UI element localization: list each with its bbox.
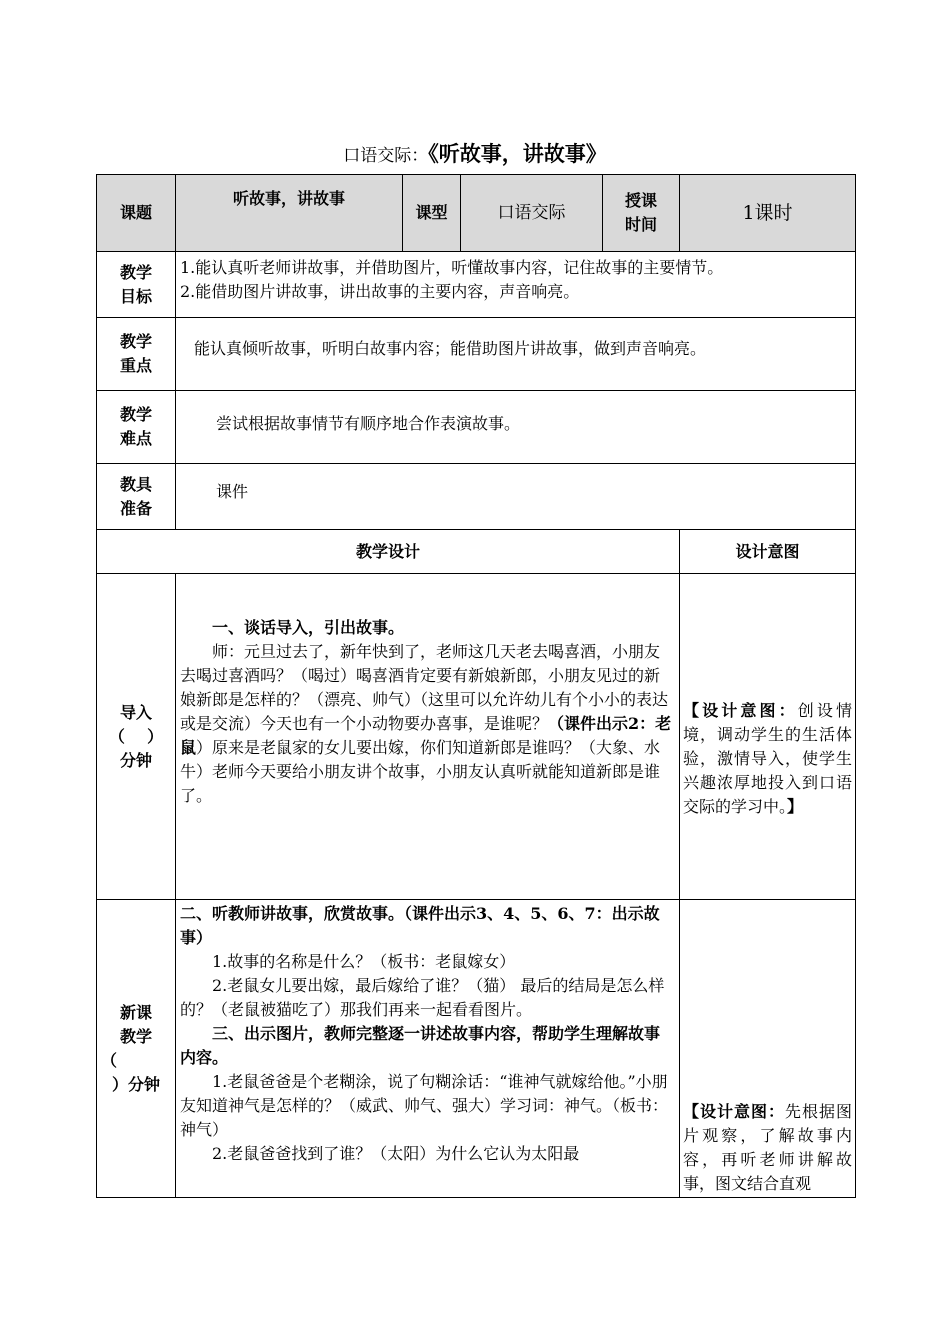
goals-content [176, 252, 856, 318]
intro-label-line1: 导入 [119, 702, 152, 722]
design-header-row [97, 530, 856, 574]
tools-label-line2: 准备 [119, 498, 152, 518]
design-header: 教学设计 [97, 530, 680, 574]
time-label-line2: 时间 [624, 215, 657, 234]
new-lesson-row [97, 900, 856, 1198]
intro-intent-label: 【设计意图： [683, 701, 798, 720]
time-value: 1课时 [680, 175, 856, 252]
difficulty-row [97, 391, 856, 464]
new-lesson-p1: 1.老鼠爸爸是个老糊涂，说了句糊涂话：“谁神气就嫁给他。”小朋友知道神气是怎样的？（威武、帅气、强大）学习词：神气。（板书：神气） [180, 1072, 669, 1139]
title-prefix: 口语交际： [343, 146, 429, 166]
intro-content [176, 574, 680, 900]
new-lesson-label-line4: ）分钟 [111, 1074, 160, 1094]
intro-label [97, 574, 176, 900]
new-lesson-intent-text: 先根据图片观察，了解故事内容，再听老师讲解故事，图文结合直观 [683, 1102, 852, 1193]
header-row [97, 175, 856, 252]
new-lesson-heading3: 三、出示图片，教师完整逐一讲述故事内容，帮助学生理解故事内容。 [180, 1024, 661, 1067]
new-lesson-intent [680, 900, 856, 1198]
new-lesson-p2: 2.老鼠爸爸找到了谁？（太阳）为什么它认为太阳最 [212, 1144, 580, 1163]
tools-row [97, 464, 856, 530]
new-lesson-heading2: 二、听教师讲故事，欣赏故事。（课件出示3、4、5、6、7：出示故事） [180, 904, 660, 947]
topic-value: 听故事，讲故事 [176, 175, 403, 252]
goal-line-2: 2.能借助图片讲故事，讲出故事的主要内容，声音响亮。 [180, 282, 580, 301]
intro-heading: 一、谈话导入，引出故事。 [212, 618, 405, 637]
difficulty-text: 尝试根据故事情节有顺序地合作表演故事。 [176, 391, 856, 464]
focus-row [97, 318, 856, 391]
goals-label-line1: 教学 [119, 262, 152, 282]
new-lesson-intent-label: 【设计意图： [683, 1102, 785, 1121]
topic-label: 课题 [97, 175, 176, 252]
intro-intent [680, 574, 856, 900]
goals-label-line2: 目标 [119, 286, 152, 306]
time-label [603, 175, 680, 252]
title-main: 《听故事，讲故事》 [428, 141, 607, 166]
focus-label-line1: 教学 [119, 332, 152, 351]
difficulty-label-line2: 难点 [119, 429, 152, 448]
focus-text: 能认真倾听故事，听明白故事内容；能借助图片讲故事，做到声音响亮。 [176, 318, 856, 391]
difficulty-label [97, 391, 176, 464]
intro-body-bold: （课件出示2：老鼠 [180, 714, 672, 757]
tools-label [97, 464, 176, 530]
intro-label-line2: （ ） [108, 726, 164, 746]
difficulty-label-line1: 教学 [119, 405, 152, 424]
new-lesson-label-line2: 教学 [119, 1026, 152, 1046]
document-title [0, 138, 950, 168]
new-lesson-content [176, 900, 680, 1198]
new-lesson-label-line1: 新课 [119, 1002, 152, 1022]
time-label-line1: 授课 [624, 191, 657, 210]
new-lesson-q2: 2.老鼠女儿要出嫁，最后嫁给了谁？（猫） 最后的结局是怎么样的？（老鼠被猫吃了）那我们再来一起看看图片。 [180, 976, 665, 1019]
intro-body [180, 640, 675, 808]
intro-body-b: ）原来是老鼠家的女儿要出嫁，你们知道新郎是谁吗？（大象、水牛）老师今天要给小朋友讲个故事，小朋友认真听就能知道新郎是谁了。 [180, 738, 661, 805]
goal-line-1: 1.能认真听老师讲故事，并借助图片，听懂故事内容，记住故事的主要情节。 [180, 258, 724, 277]
goals-label [97, 252, 176, 318]
tools-text: 课件 [176, 464, 856, 530]
tools-label-line1: 教具 [119, 474, 152, 494]
intro-intent-text: 创设情境，调动学生的生活体验，激情导入，使学生兴趣浓厚地投入到口语交际的学习中。 [683, 701, 852, 816]
intent-header: 设计意图 [680, 530, 856, 574]
intro-label-line3: 分钟 [119, 750, 152, 770]
focus-label-line2: 重点 [119, 356, 152, 375]
new-lesson-label [97, 900, 176, 1198]
intro-row [97, 574, 856, 900]
intro-intent-close: 】 [787, 797, 804, 816]
focus-label [97, 318, 176, 391]
type-label: 课型 [403, 175, 461, 252]
new-lesson-q1: 1.故事的名称是什么？（板书：老鼠嫁女） [212, 952, 516, 971]
goals-row [97, 252, 856, 318]
lesson-plan-table [96, 174, 856, 1198]
intro-body-a: 师：元旦过去了，新年快到了，老师这几天老去喝喜酒，小朋友去喝过喜酒吗？（喝过）喝喜酒肯定要有新娘新郎，小朋友见过的新娘新郎是怎样的？（漂亮、帅气）（这里可以允许幼儿有个小小的表达或是交流）今天也有一个小动物要办喜事，是谁呢？ [180, 642, 669, 733]
type-value: 口语交际 [461, 175, 603, 252]
new-lesson-label-line3: （ [101, 1050, 118, 1070]
